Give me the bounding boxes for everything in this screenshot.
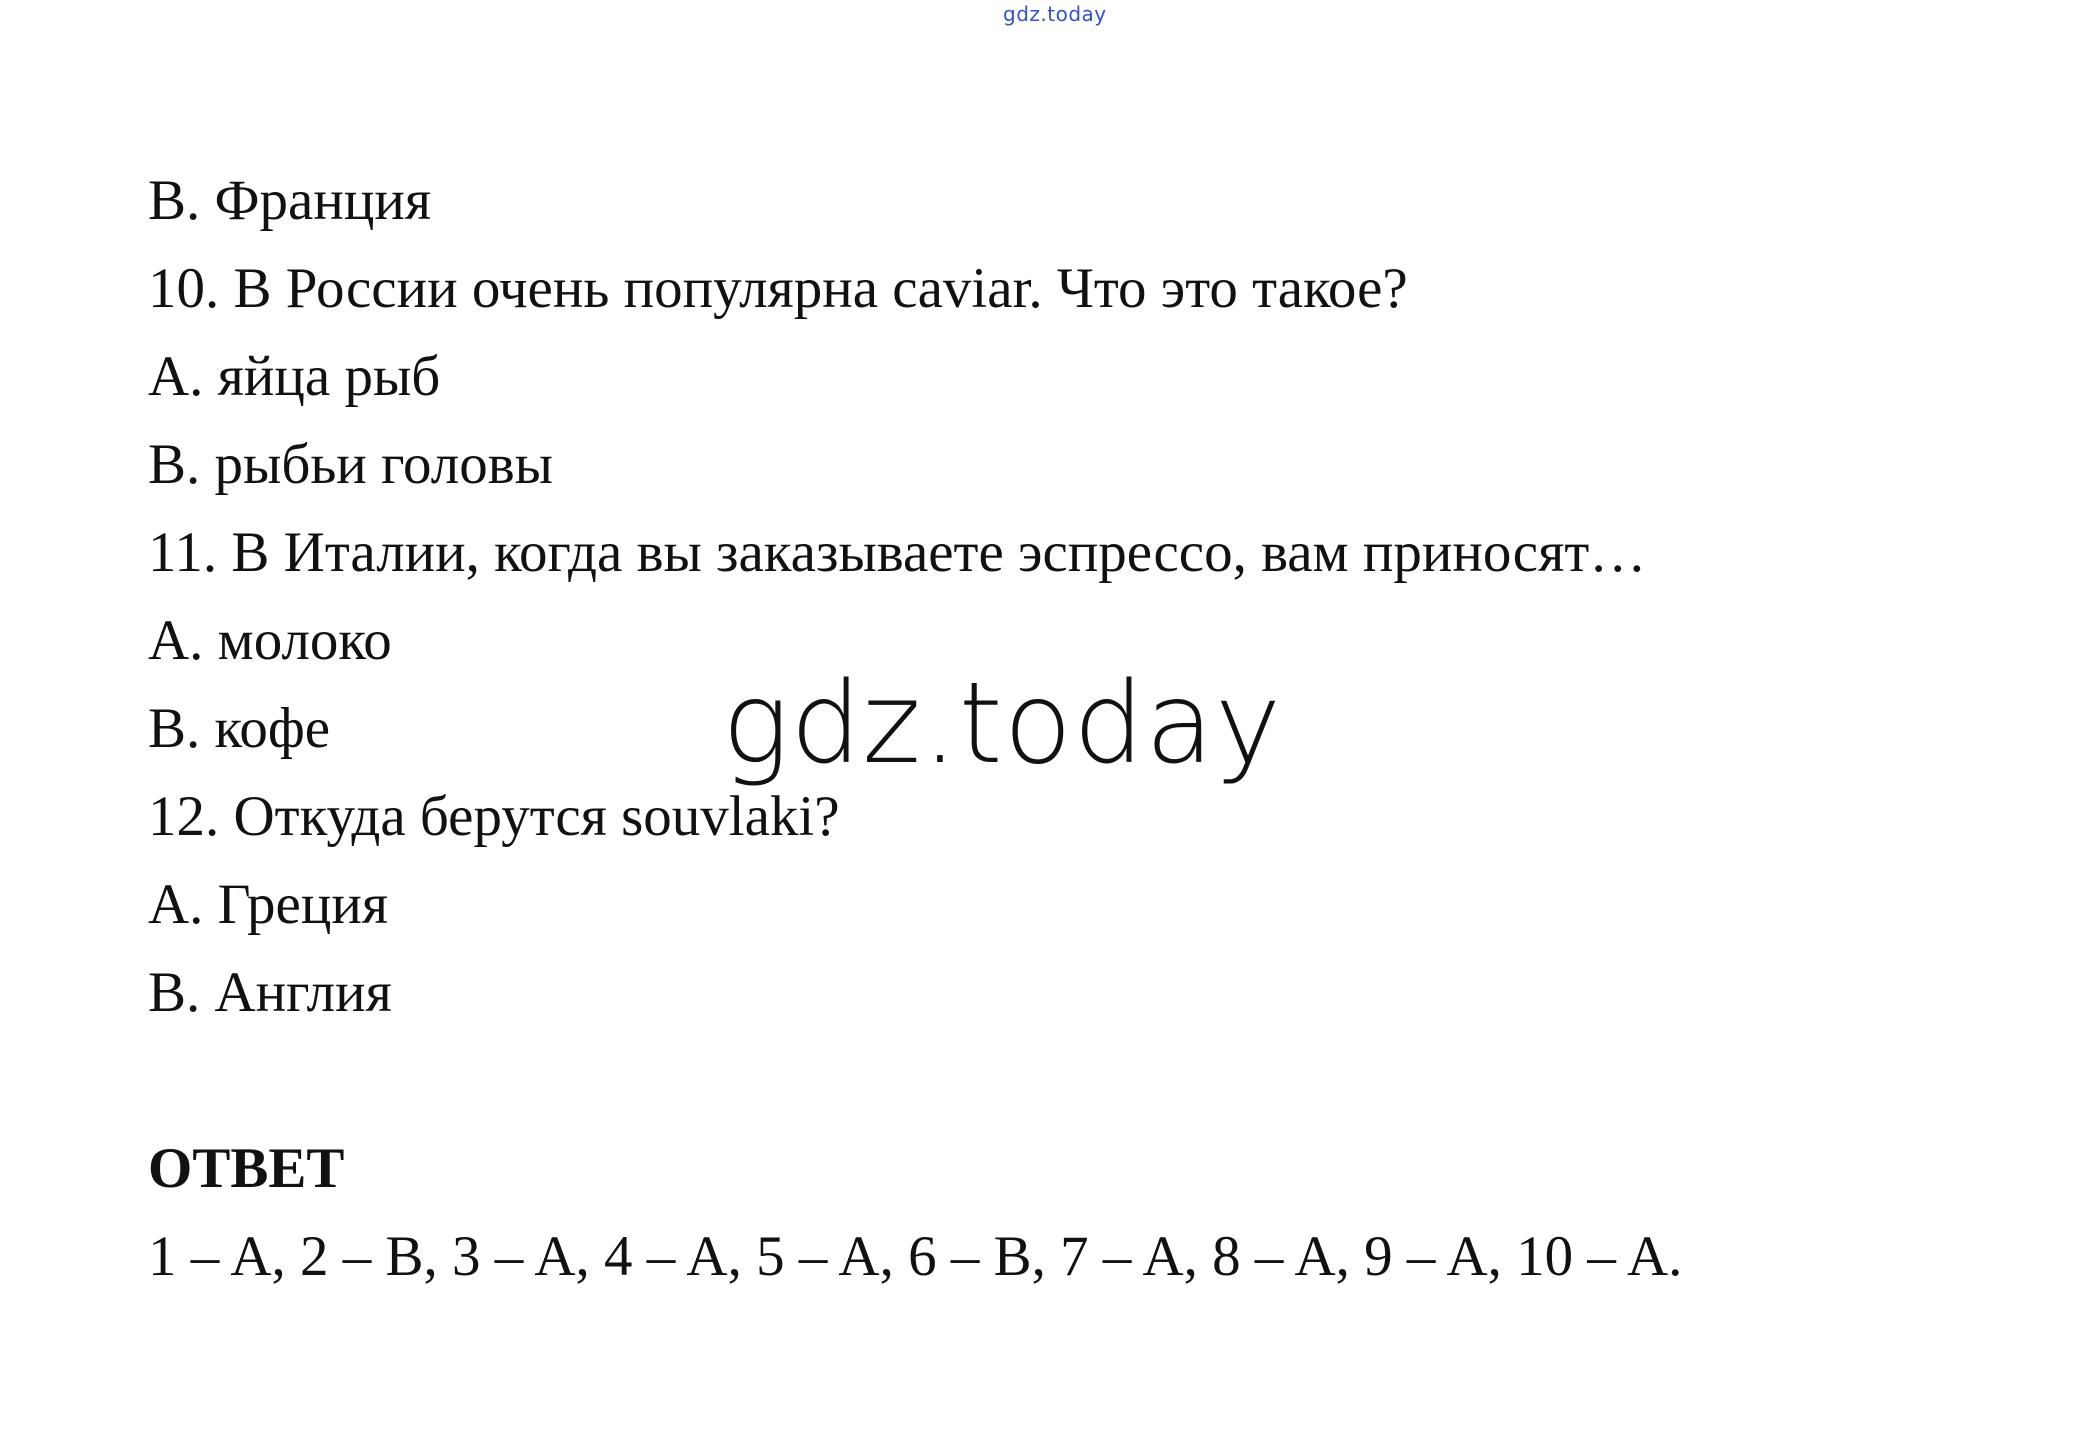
quiz-option-b-france: B. Франция	[148, 169, 432, 232]
quiz-option-a-greece: A. Греция	[148, 873, 389, 936]
quiz-question-10: 10. В России очень популярна caviar. Что это такое?	[148, 257, 1408, 320]
answer-heading: ОТВЕТ	[148, 1137, 345, 1200]
quiz-option-a-milk: A. молоко	[148, 609, 392, 672]
top-watermark: gdz.today	[1003, 2, 1107, 26]
quiz-option-b-england: B. Англия	[148, 961, 392, 1024]
quiz-question-11: 11. В Италии, когда вы заказываете эспрессо, вам приносят…	[148, 521, 1647, 584]
answer-text: 1 – A, 2 – B, 3 – A, 4 – A, 5 – A, 6 – B, 7 – A, 8 – A, 9 – A, 10 – A.	[148, 1225, 1683, 1288]
quiz-option-a-fish-eggs: A. яйца рыб	[148, 345, 441, 408]
quiz-option-b-fish-heads: B. рыбьи головы	[148, 433, 553, 496]
center-watermark: gdz.today	[722, 659, 1283, 789]
quiz-question-12: 12. Откуда берутся souvlaki?	[148, 785, 840, 848]
quiz-option-b-coffee: B. кофе	[148, 697, 331, 760]
